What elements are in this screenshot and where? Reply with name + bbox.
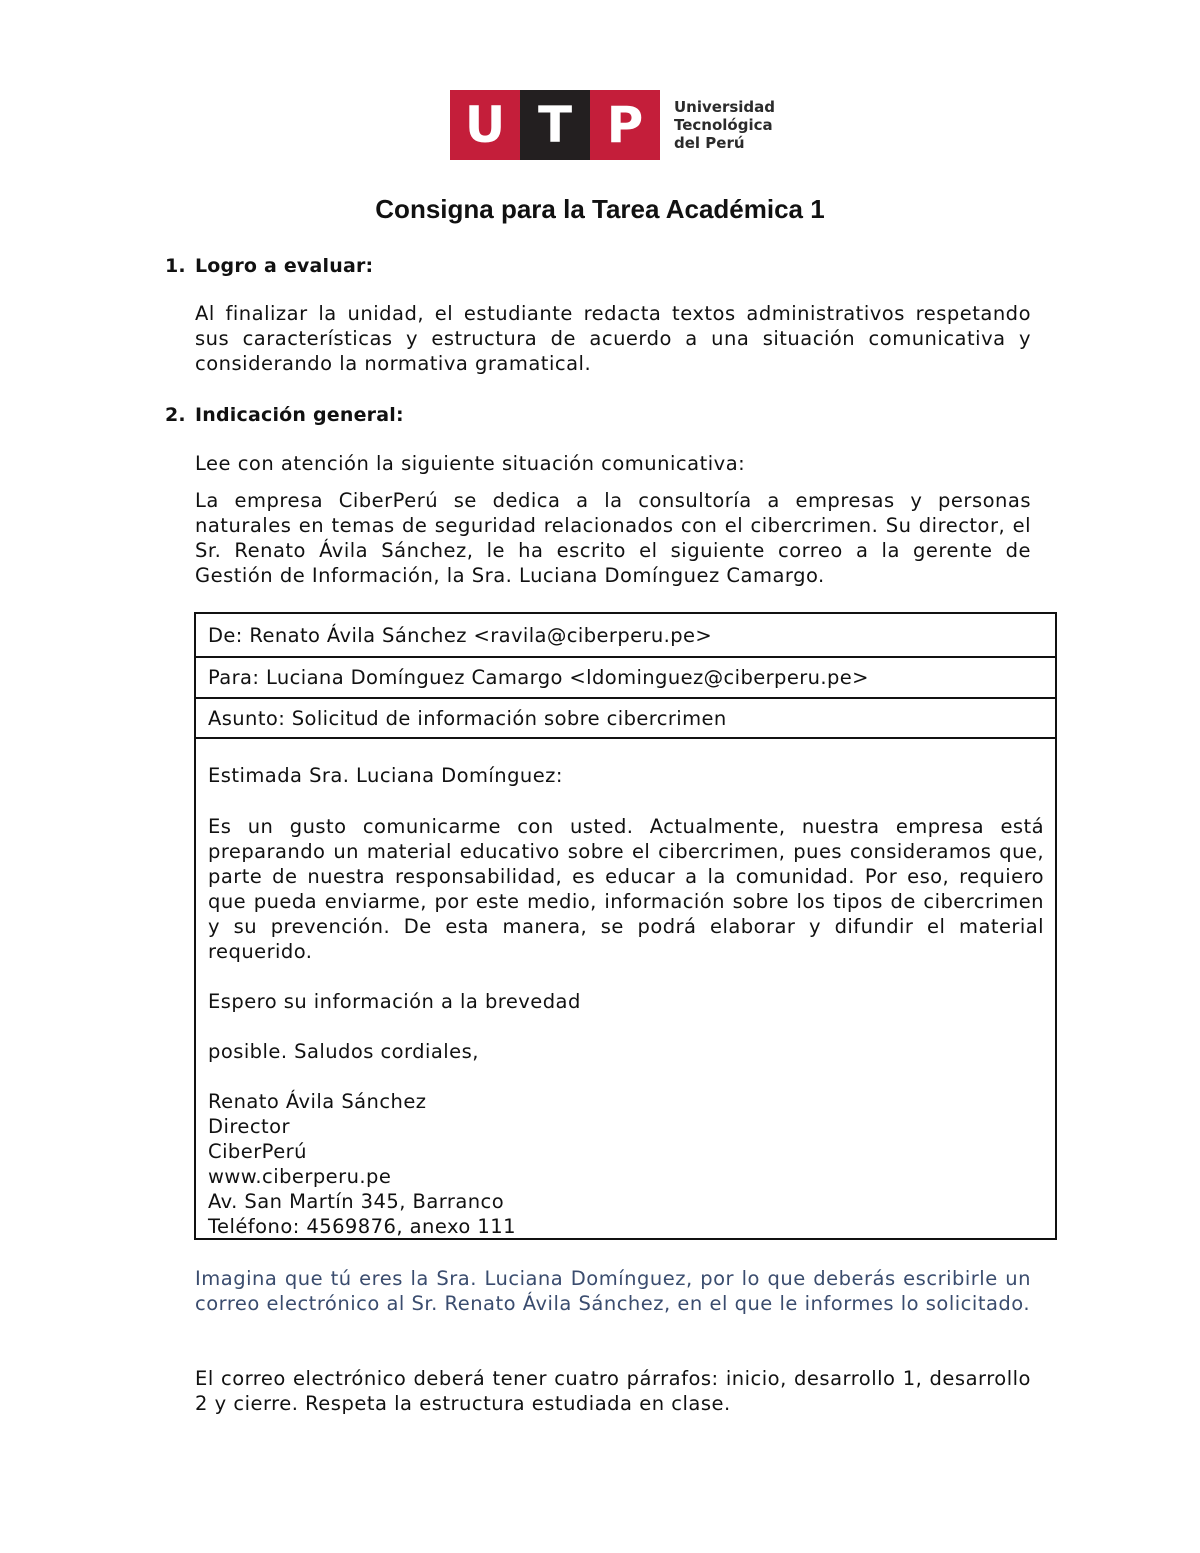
section-1-heading xyxy=(165,254,373,278)
email-from-row xyxy=(196,614,1055,658)
logo-blocks xyxy=(450,90,660,160)
instruction-text: Imagina que tú eres la Sra. Luciana Domínguez, por lo que deberás escribirle un correo electrónico al Sr. Renato Ávila Sánchez, en el que le informes lo solicitado. xyxy=(195,1267,1031,1315)
email-subject-row xyxy=(196,699,1055,739)
email-closing-2: posible. Saludos cordiales, xyxy=(208,1040,479,1063)
signature-position: Director xyxy=(208,1115,290,1138)
section-2-context: La empresa CiberPerú se dedica a la consultoría a empresas y personas naturales en temas de seguridad relacionados con el cibercrimen. Su director, el Sr. Renato Ávila Sánchez, le ha escrito el siguiente correo a la gerente de Gestión de Información, la Sra. Luciana Domínguez Camargo. xyxy=(195,489,1031,587)
email-signature xyxy=(208,1089,1044,1239)
section-2-heading xyxy=(165,403,404,427)
section-number: 1. xyxy=(165,255,186,277)
page-title: Consigna para la Tarea Académica 1 xyxy=(375,194,825,224)
email-closing-1: Espero su información a la brevedad xyxy=(208,990,581,1013)
utp-logo xyxy=(450,90,775,160)
section-2-intro: Lee con atención la siguiente situación comunicativa: xyxy=(195,452,746,475)
section-1-text: Al finalizar la unidad, el estudiante redacta textos administrativos respetando sus características y estructura de acuerdo a una situación comunicativa y considerando la normativa gramatical. xyxy=(195,302,1031,375)
email-to: Para: Luciana Domínguez Camargo <ldominguez@ciberperu.pe> xyxy=(208,666,869,689)
signature-address: Av. San Martín 345, Barranco xyxy=(208,1190,505,1213)
logo-wordmark xyxy=(674,98,775,152)
email-greeting: Estimada Sra. Luciana Domínguez: xyxy=(208,764,563,787)
section-title: Indicación general: xyxy=(195,404,404,426)
email-from: De: Renato Ávila Sánchez <ravila@ciberperu.pe> xyxy=(208,623,713,647)
section-title: Logro a evaluar: xyxy=(195,255,374,277)
signature-phone: Teléfono: 4569876, anexo 111 xyxy=(208,1215,516,1238)
signature-website: www.ciberperu.pe xyxy=(208,1165,392,1188)
signature-name: Renato Ávila Sánchez xyxy=(208,1090,427,1113)
signature-company: CiberPerú xyxy=(208,1140,307,1163)
logo-text-line: Universidad xyxy=(674,98,776,116)
email-body-paragraph: Es un gusto comunicarme con usted. Actualmente, nuestra empresa está preparando un material educativo sobre el cibercrimen, pues consideramos que, parte de nuestra responsabilidad, es educar a la comunidad. Por eso, requiero que pueda enviarme, por este medio, información sobre los tipos de cibercrimen y su prevención. De esta manera, se podrá elaborar y difundir el material requerido. xyxy=(208,815,1044,963)
requirement-text: El correo electrónico deberá tener cuatro párrafos: inicio, desarrollo 1, desarrollo 2 y cierre. Respeta la estructura estudiada en clase. xyxy=(195,1367,1031,1415)
logo-letter-p: P xyxy=(590,90,660,160)
logo-text-line: del Perú xyxy=(674,134,745,152)
logo-text-line: Tecnológica xyxy=(674,116,773,134)
email-box xyxy=(194,612,1057,1240)
logo-letter-u: U xyxy=(450,90,520,160)
email-subject: Asunto: Solicitud de información sobre cibercrimen xyxy=(208,706,727,730)
email-to-row xyxy=(196,658,1055,699)
logo-letter-t: T xyxy=(520,90,590,160)
section-number: 2. xyxy=(165,404,186,426)
